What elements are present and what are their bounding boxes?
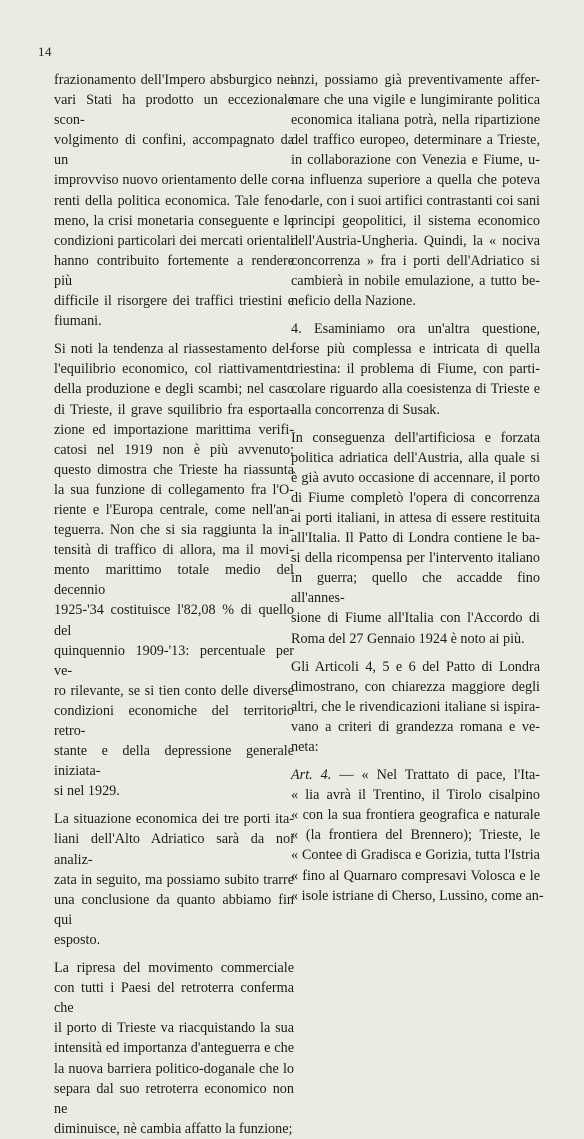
text-line: vari Stati ha prodotto un eccezionale scon- <box>54 92 294 129</box>
text-line: politica adriatica dell'Austria, alla quale si <box>291 449 540 466</box>
text-line: esposto. <box>54 931 101 948</box>
text-line: concorrenza » fra i porti dell'Adriatico si <box>291 252 540 269</box>
text-line: di Trieste, il grave squilibrio fra esporta- <box>54 401 294 418</box>
article-label: Art. 4. <box>291 767 332 784</box>
text-line: na influenza superiore a quella che poteva <box>291 172 540 189</box>
text-line: all'Italia. Il Patto di Londra contiene le ba- <box>291 530 540 547</box>
text-line: tensità di traffico di allora, ma il movi- <box>54 542 294 559</box>
text-line: forse più complessa e intricata di quella <box>291 341 540 358</box>
text-line: « isole istriane di Cherso, Lussino, come an- <box>291 887 544 904</box>
text-line: neficio della Nazione. <box>291 293 416 310</box>
text-line: In conseguenza dell'artificiosa e forzata <box>291 429 540 446</box>
paragraph-gap <box>54 950 294 958</box>
text-line: catosi nel 1919 non è più avvenuto; <box>54 441 294 458</box>
text-line: separa dal suo retroterra economico non ne <box>54 1080 294 1117</box>
text-line: anzi, possiamo già preventivamente affer- <box>291 72 540 88</box>
paragraph <box>291 70 540 311</box>
text-line: meno, la crisi monetaria conseguente e le <box>54 212 294 229</box>
text-line: Roma del 27 Gennaio 1924 è noto ai più. <box>291 630 525 647</box>
text-line: principi geopolitici, il sistema economico <box>291 212 540 229</box>
text-line: questo dimostra che Trieste ha riassunta <box>54 461 294 478</box>
text-line: hanno contribuito fortemente a rendere più <box>54 252 294 289</box>
paragraph-gap <box>291 649 540 657</box>
paragraph <box>54 958 294 1139</box>
text-line: altri, che le rivendicazioni italiane si ispira- <box>291 698 540 715</box>
text-line: il porto di Trieste va riacquistando la sua <box>54 1020 294 1037</box>
text-line: mare che una vigile e lungimirante politica <box>291 92 540 109</box>
text-line: economica italiana potrà, nella ripartizione <box>291 112 540 129</box>
text-line: ai porti italiani, in attesa di essere restituita <box>291 509 540 526</box>
text-line: quinquennio 1909-'13: percentuale per ve- <box>54 642 294 679</box>
text-line: volgimento di confini, accompagnato da un <box>54 132 294 169</box>
text-line: di Fiume completò l'opera di concorrenza <box>291 489 540 506</box>
text-line: 1925-'34 costituisce l'82,08 % di quello del <box>54 602 294 639</box>
page-number: 14 <box>38 44 52 59</box>
text-line: La situazione economica dei tre porti ita- <box>54 811 294 828</box>
text-line: cambierà in nobile emulazione, a tutto be- <box>291 272 540 289</box>
text-line: renti della politica economica. Tale feno- <box>54 192 294 209</box>
text-line: diminuisce, nè cambia affatto la funzione; <box>54 1120 293 1137</box>
paragraph-gap <box>54 801 294 809</box>
text-line: si della ricompensa per l'intervento italiano <box>291 550 540 567</box>
text-line: colare riguardo alla coesistenza di Trieste e <box>291 381 540 398</box>
article-quote <box>291 765 544 906</box>
text-line: in guerra; quello che accadde fino all'annes- <box>291 570 540 607</box>
text-line: stante e della depressione generale iniziata- <box>54 743 294 780</box>
text-line: teguerra. Non che si sia raggiunta la in- <box>54 522 294 539</box>
text-line: triestina: il problema di Fiume, con parti- <box>291 361 540 378</box>
text-line: liani dell'Alto Adriatico sarà da noi analiz- <box>54 831 294 868</box>
paragraph <box>54 70 294 331</box>
text-line: neta: <box>291 739 319 755</box>
text-line: « fino al Quarnaro compresavi Volosca e le <box>291 867 540 884</box>
text-line: Gli Articoli 4, 5 e 6 del Patto di Londra <box>291 658 540 675</box>
text-line: zata in seguito, ma possiamo subito trarre <box>54 871 294 888</box>
paragraph <box>291 428 540 649</box>
text-line: Si noti la tendenza al riassestamento del- <box>54 341 294 358</box>
right-column <box>291 70 544 906</box>
text-line: la sua funzione di collegamento fra l'O- <box>54 481 294 498</box>
paragraph <box>54 809 294 950</box>
paragraph <box>54 339 294 801</box>
text-line: mento marittimo totale medio del decennio <box>54 562 294 599</box>
paragraph <box>291 657 540 757</box>
text-line: frazionamento dell'Impero absburgico nei <box>54 72 294 88</box>
text-line: in collaborazione con Venezia e Fiume, u- <box>291 152 540 169</box>
text-line: 4. Esaminiamo ora un'altra questione, <box>291 321 540 338</box>
text-line: « Contee di Gradisca e Gorizia, tutta l'Istria <box>291 847 540 864</box>
text-line: con tutti i Paesi del retroterra conferma che <box>54 980 294 1017</box>
paragraph-gap <box>291 420 540 428</box>
text-line: condizioni economiche del territorio retro- <box>54 702 294 739</box>
text-line: del traffico europeo, determinare a Trieste, <box>291 132 540 149</box>
text-line: alla concorrenza di Susak. <box>291 401 440 418</box>
text-line: l'equilibrio economico, col riattivamento <box>54 361 294 378</box>
paragraph <box>291 319 540 419</box>
text-line: la nuova barriera politico-doganale che lo <box>54 1060 294 1077</box>
text-line: dimostrano, con chiarezza maggiore degli <box>291 678 540 695</box>
text-line: vano a criteri di grandezza romana e ve- <box>291 718 540 735</box>
text-line: zione ed importazione marittima verifi- <box>54 421 294 438</box>
text-line: « con la sua frontiera geografica e naturale <box>291 807 540 824</box>
text-line: dell'Austria-Ungheria. Quindi, la « nociva <box>291 232 540 249</box>
text-line <box>291 765 540 785</box>
text-line: ro rilevante, se si tien conto delle diverse <box>54 682 294 699</box>
text-line: condizioni particolari dei mercati orientali <box>54 232 294 249</box>
text-line: « (la frontiera del Brennero); Trieste, le <box>291 827 540 844</box>
paragraph-gap <box>291 757 540 765</box>
text-line: La ripresa del movimento commerciale <box>54 960 294 977</box>
paragraph-gap <box>291 311 540 319</box>
article-text: — « Nel Trattato di pace, l'Ita- <box>331 767 540 784</box>
text-line: fiumani. <box>54 313 102 330</box>
text-line: una conclusione da quanto abbiamo fin qui <box>54 891 294 928</box>
text-line: è già avuto occasione di accennare, il porto <box>291 469 540 486</box>
text-line: intensità ed importanza d'anteguerra e che <box>54 1040 294 1057</box>
text-line: si nel 1929. <box>54 783 120 800</box>
text-line: sione di Fiume all'Italia con l'Accordo di <box>291 610 540 627</box>
text-line: difficile il risorgere dei traffici triestini e <box>54 293 294 310</box>
text-line: della produzione e degli scambi; nel caso <box>54 381 294 398</box>
text-line: darle, con i suoi artifici contrastanti coi sani <box>291 192 540 209</box>
text-line: improvviso nuovo orientamento delle cor- <box>54 172 294 189</box>
left-column <box>54 70 294 1139</box>
paragraph-gap <box>54 331 294 339</box>
text-line: riente e l'Europa centrale, come nell'an- <box>54 501 294 518</box>
text-line: « lia avrà il Trentino, il Tirolo cisalpino <box>291 787 540 804</box>
